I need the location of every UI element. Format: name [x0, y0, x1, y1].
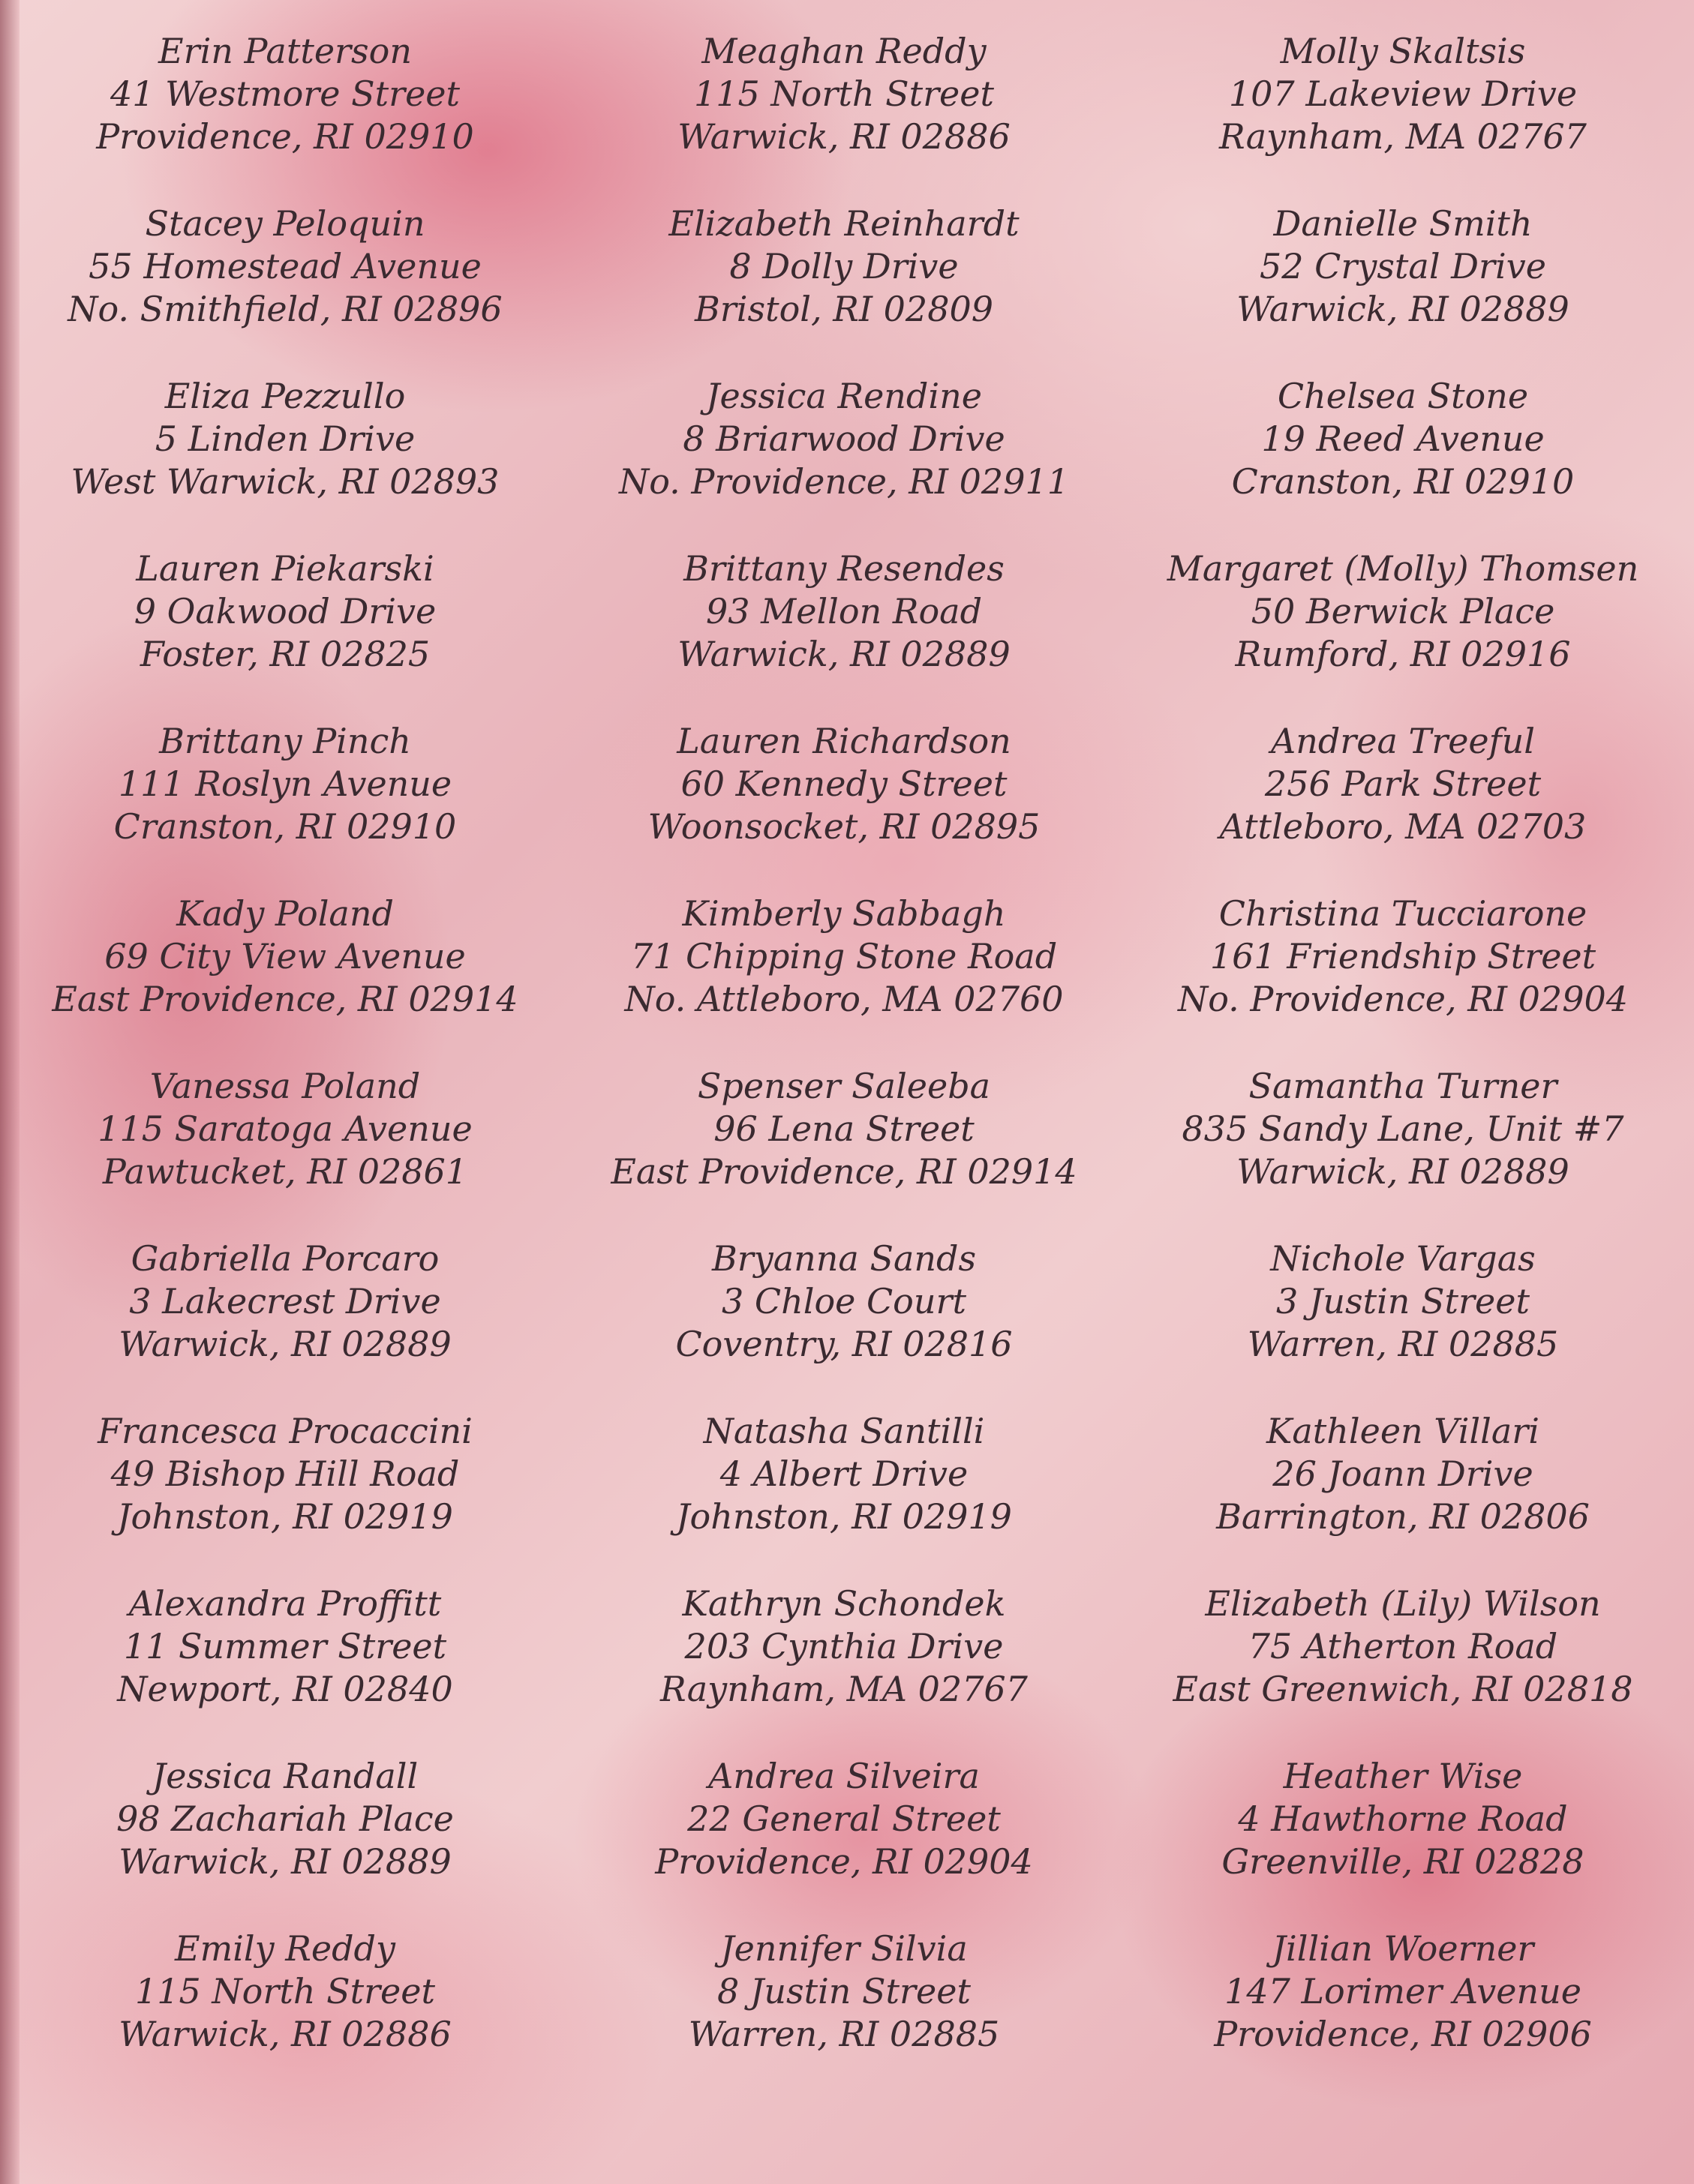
entry-street: 115 North Street: [134, 1971, 435, 2012]
address-entry: [559, 375, 1129, 548]
entry-city-state-zip: Cranston, RI 02910: [1231, 461, 1575, 502]
entry-street: 4 Hawthorne Road: [1238, 1798, 1568, 1839]
address-entry: [0, 1238, 570, 1410]
address-entry: [0, 1928, 570, 2100]
address-entry: [0, 1065, 570, 1238]
entry-street: 41 Westmore Street: [110, 74, 461, 114]
entry-name: Samantha Turner: [1248, 1066, 1557, 1106]
address-entry: [1118, 548, 1688, 720]
entry-city-state-zip: Providence, RI 02906: [1214, 2014, 1592, 2054]
entry-street: 111 Roslyn Avenue: [118, 764, 452, 804]
entry-city-state-zip: Warwick, RI 02889: [677, 634, 1011, 674]
entry-street: 22 General Street: [687, 1798, 1001, 1839]
entry-city-state-zip: Coventry, RI 02816: [675, 1324, 1013, 1364]
address-entry: [0, 548, 570, 720]
address-entry: [1118, 1755, 1688, 1928]
entry-street: 93 Mellon Road: [705, 591, 983, 632]
entry-name: Bryanna Sands: [711, 1238, 977, 1279]
address-entry: [0, 892, 570, 1065]
entry-street: 52 Crystal Drive: [1260, 246, 1546, 286]
entry-name: Andrea Silveira: [708, 1756, 980, 1796]
entry-city-state-zip: Warwick, RI 02886: [677, 116, 1011, 157]
address-entry: [1118, 1410, 1688, 1582]
address-entry: [1118, 202, 1688, 375]
entry-city-state-zip: Foster, RI 02825: [140, 634, 431, 674]
address-entry: [1118, 30, 1688, 202]
entry-city-state-zip: Warwick, RI 02886: [119, 2014, 452, 2054]
entry-street: 8 Dolly Drive: [729, 246, 959, 286]
directory-column: [1118, 30, 1688, 2100]
entry-street: 3 Chloe Court: [722, 1281, 966, 1322]
entry-street: 75 Atherton Road: [1248, 1626, 1558, 1666]
entry-street: 4 Albert Drive: [719, 1454, 969, 1494]
entry-name: Jessica Randall: [152, 1756, 419, 1796]
entry-street: 107 Lakeview Drive: [1228, 74, 1578, 114]
entry-city-state-zip: Warwick, RI 02889: [1236, 1151, 1569, 1192]
entry-name: Lauren Piekarski: [136, 548, 434, 589]
entry-city-state-zip: No. Attleboro, MA 02760: [624, 979, 1064, 1019]
entry-street: 11 Summer Street: [123, 1626, 447, 1666]
entry-city-state-zip: Rumford, RI 02916: [1235, 634, 1571, 674]
entry-city-state-zip: Greenville, RI 02828: [1221, 1841, 1584, 1882]
entry-city-state-zip: Attleboro, MA 02703: [1219, 806, 1587, 847]
address-entry: [0, 720, 570, 892]
entry-city-state-zip: Pawtucket, RI 02861: [102, 1151, 468, 1192]
entry-street: 49 Bishop Hill Road: [110, 1454, 460, 1494]
entry-name: Jennifer Silvia: [720, 1928, 968, 1969]
entry-street: 71 Chipping Stone Road: [630, 936, 1058, 976]
entry-city-state-zip: East Greenwich, RI 02818: [1173, 1669, 1633, 1709]
entry-street: 55 Homestead Avenue: [89, 246, 482, 286]
address-entry: [559, 1065, 1129, 1238]
entry-street: 3 Lakecrest Drive: [129, 1281, 441, 1322]
entry-street: 69 City View Avenue: [104, 936, 466, 976]
entry-street: 8 Justin Street: [717, 1971, 971, 2012]
directory-column: [0, 30, 570, 2100]
entry-street: 8 Briarwood Drive: [683, 418, 1005, 459]
address-entry: [0, 375, 570, 548]
address-entry: [559, 1582, 1129, 1755]
address-entry: [0, 1755, 570, 1928]
entry-name: Kady Poland: [176, 893, 394, 934]
address-entry: [0, 1410, 570, 1582]
address-entry: [559, 548, 1129, 720]
entry-name: Spenser Saleeba: [697, 1066, 991, 1106]
address-entry: [1118, 1928, 1688, 2100]
entry-name: Jillian Woerner: [1272, 1928, 1534, 1969]
entry-name: Stacey Peloquin: [145, 203, 425, 244]
entry-city-state-zip: East Providence, RI 02914: [611, 1151, 1077, 1192]
entry-city-state-zip: Newport, RI 02840: [117, 1669, 453, 1709]
entry-city-state-zip: No. Providence, RI 02904: [1178, 979, 1628, 1019]
entry-name: Andrea Treeful: [1270, 721, 1536, 761]
entry-city-state-zip: Woonsocket, RI 02895: [647, 806, 1041, 847]
address-entry: [1118, 1238, 1688, 1410]
entry-name: Kimberly Sabbagh: [682, 893, 1006, 934]
address-entry: [559, 202, 1129, 375]
entry-name: Nichole Vargas: [1270, 1238, 1536, 1279]
entry-city-state-zip: Warwick, RI 02889: [1236, 289, 1569, 329]
entry-name: Danielle Smith: [1273, 203, 1533, 244]
entry-city-state-zip: Cranston, RI 02910: [113, 806, 457, 847]
entry-name: Gabriella Porcaro: [131, 1238, 440, 1279]
entry-street: 835 Sandy Lane, Unit #7: [1182, 1108, 1624, 1149]
address-entry: [559, 1755, 1129, 1928]
entry-city-state-zip: Warren, RI 02885: [1247, 1324, 1559, 1364]
entry-city-state-zip: Warwick, RI 02889: [119, 1841, 452, 1882]
address-entry: [1118, 375, 1688, 548]
entry-name: Chelsea Stone: [1277, 376, 1529, 416]
entry-city-state-zip: Warwick, RI 02889: [119, 1324, 452, 1364]
entry-city-state-zip: Raynham, MA 02767: [660, 1669, 1028, 1709]
entry-street: 50 Berwick Place: [1251, 591, 1555, 632]
entry-name: Jessica Rendine: [706, 376, 982, 416]
entry-city-state-zip: West Warwick, RI 02893: [71, 461, 500, 502]
address-entry: [1118, 720, 1688, 892]
entry-name: Heather Wise: [1283, 1756, 1523, 1796]
entry-name: Christina Tucciarone: [1218, 893, 1587, 934]
entry-name: Molly Skaltsis: [1280, 31, 1526, 71]
address-entry: [1118, 892, 1688, 1065]
entry-name: Elizabeth Reinhardt: [668, 203, 1020, 244]
entry-name: Brittany Resendes: [683, 548, 1005, 589]
entry-street: 161 Friendship Street: [1209, 936, 1596, 976]
entry-street: 256 Park Street: [1264, 764, 1542, 804]
entry-city-state-zip: Johnston, RI 02919: [676, 1496, 1012, 1537]
address-entry: [0, 30, 570, 202]
entry-street: 5 Linden Drive: [155, 418, 416, 459]
entry-street: 203 Cynthia Drive: [684, 1626, 1004, 1666]
address-entry: [1118, 1582, 1688, 1755]
entry-city-state-zip: Bristol, RI 02809: [694, 289, 993, 329]
entry-name: Margaret (Molly) Thomsen: [1167, 548, 1639, 589]
entry-name: Kathleen Villari: [1266, 1411, 1539, 1451]
entry-name: Meaghan Reddy: [701, 31, 987, 71]
address-entry: [559, 720, 1129, 892]
entry-name: Brittany Pinch: [159, 721, 411, 761]
entry-city-state-zip: No. Providence, RI 02911: [619, 461, 1069, 502]
entry-city-state-zip: Providence, RI 02910: [96, 116, 474, 157]
entry-street: 147 Lorimer Avenue: [1224, 1971, 1581, 2012]
entry-city-state-zip: Warren, RI 02885: [688, 2014, 1000, 2054]
entry-name: Lauren Richardson: [677, 721, 1011, 761]
entry-name: Vanessa Poland: [149, 1066, 421, 1106]
entry-name: Natasha Santilli: [703, 1411, 985, 1451]
directory-column: [559, 30, 1129, 2100]
entry-city-state-zip: Providence, RI 02904: [655, 1841, 1033, 1882]
entry-name: Francesca Procaccini: [98, 1411, 473, 1451]
entry-name: Emily Reddy: [175, 1928, 395, 1969]
address-entry: [559, 1410, 1129, 1582]
entry-name: Elizabeth (Lily) Wilson: [1205, 1583, 1601, 1624]
entry-street: 19 Reed Avenue: [1261, 418, 1545, 459]
entry-street: 96 Lena Street: [713, 1108, 975, 1149]
entry-name: Eliza Pezzullo: [164, 376, 406, 416]
entry-street: 60 Kennedy Street: [680, 764, 1008, 804]
address-entry: [559, 1238, 1129, 1410]
entry-street: 115 Saratoga Avenue: [98, 1108, 473, 1149]
entry-street: 9 Oakwood Drive: [134, 591, 437, 632]
entry-street: 115 North Street: [693, 74, 994, 114]
entry-street: 3 Justin Street: [1276, 1281, 1530, 1322]
address-entry: [0, 202, 570, 375]
address-entry: [559, 1928, 1129, 2100]
entry-name: Erin Patterson: [158, 31, 412, 71]
entry-city-state-zip: No. Smithfield, RI 02896: [68, 289, 503, 329]
entry-name: Kathryn Schondek: [682, 1583, 1006, 1624]
entry-city-state-zip: East Providence, RI 02914: [52, 979, 518, 1019]
address-entry: [0, 1582, 570, 1755]
entry-city-state-zip: Barrington, RI 02806: [1216, 1496, 1590, 1537]
entry-city-state-zip: Johnston, RI 02919: [117, 1496, 453, 1537]
address-entry: [1118, 1065, 1688, 1238]
entry-city-state-zip: Raynham, MA 02767: [1219, 116, 1587, 157]
address-entry: [559, 892, 1129, 1065]
entry-street: 98 Zachariah Place: [116, 1798, 454, 1839]
entry-name: Alexandra Proffitt: [128, 1583, 442, 1624]
entry-street: 26 Joann Drive: [1272, 1454, 1533, 1494]
address-entry: [559, 30, 1129, 202]
